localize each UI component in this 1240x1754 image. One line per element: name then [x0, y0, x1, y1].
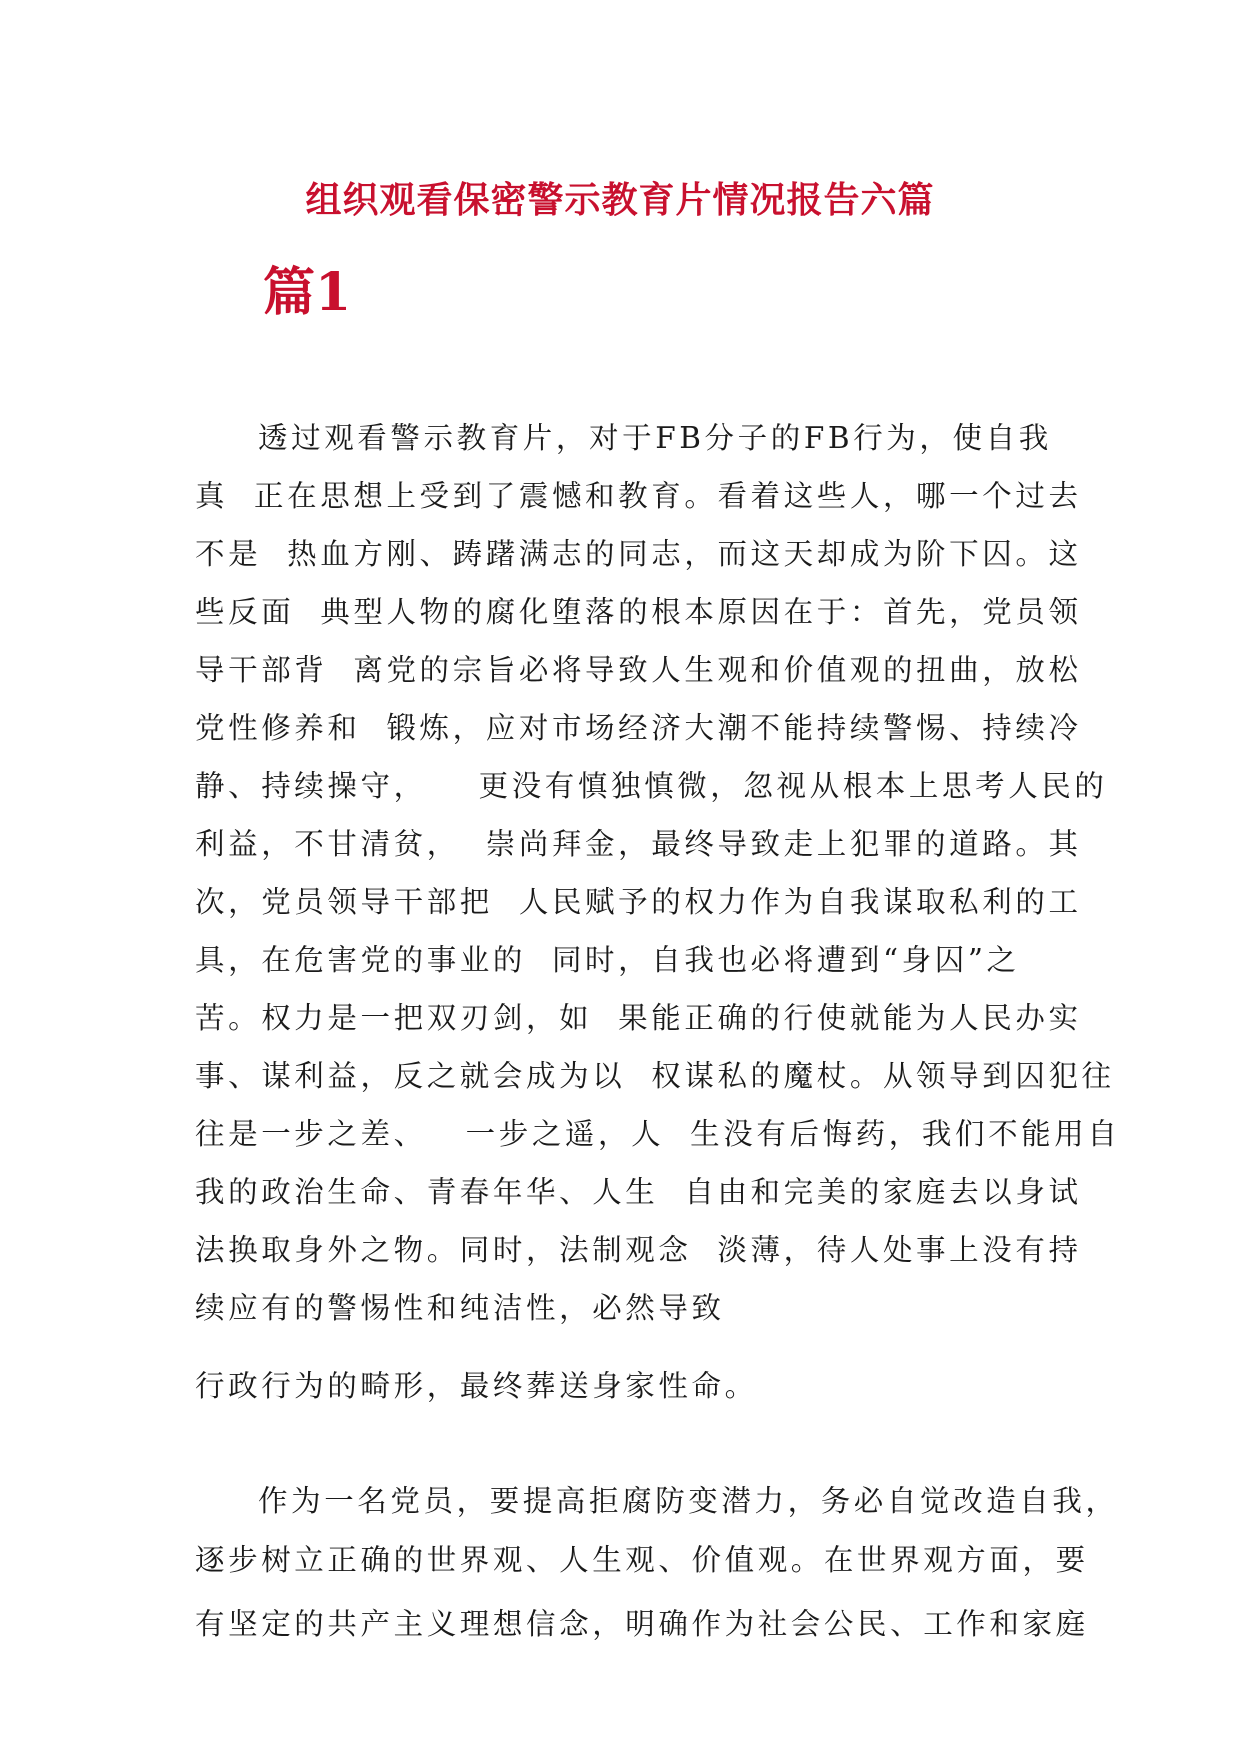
text-line: 次，党员领导干部把 人民赋予的权力作为自我谋取私利的工	[195, 885, 1082, 919]
section-heading: 篇1	[263, 262, 352, 323]
text-line: 利益，不甘清贫， 崇尚拜金，最终导致走上犯罪的道路。其	[195, 827, 1082, 861]
text-line: 往是一步之差、 一步之遥，人 生没有后悔药，我们不能用自	[195, 1117, 1121, 1151]
text-line: 真 正在思想上受到了震憾和教育。看着这些人，哪一个过去	[195, 479, 1082, 513]
text-line: 事、谋利益，反之就会成为以 权谋私的魔杖。从领导到囚犯往	[195, 1059, 1115, 1093]
text-line: 苦。权力是一把双刃剑，如 果能正确的行使就能为人民办实	[195, 1001, 1082, 1035]
text-line: 逐步树立正确的世界观、人生观、价值观。在世界观方面，要	[195, 1543, 1089, 1577]
text-line: 作为一名党员，要提高拒腐防变潜力，务必自觉改造自我，	[258, 1484, 1119, 1518]
text-line: 些反面 典型人物的腐化堕落的根本原因在于：首先，党员领	[195, 595, 1082, 629]
text-line: 党性修养和 锻炼，应对市场经济大潮不能持续警惕、持续冷	[195, 711, 1082, 745]
text-line: 我的政治生命、青春年华、人生 自由和完美的家庭去以身试	[195, 1175, 1082, 1209]
text-line: 导干部背 离党的宗旨必将导致人生观和价值观的扭曲，放松	[195, 653, 1082, 687]
text-line: 行政行为的畸形，最终葬送身家性命。	[195, 1369, 758, 1403]
document-title: 组织观看保密警示教育片情况报告六篇	[305, 179, 935, 221]
text-line: 具，在危害党的事业的 同时，自我也必将遭到“身囚”之	[195, 943, 1020, 977]
text-line: 法换取身外之物。同时，法制观念 淡薄，待人处事上没有持	[195, 1233, 1082, 1267]
text-line: 有坚定的共产主义理想信念，明确作为社会公民、工作和家庭	[195, 1607, 1089, 1641]
text-line: 透过观看警示教育片，对于FB分子的FB行为，使自我	[258, 421, 1052, 455]
text-line: 续应有的警惕性和纯洁性，必然导致	[195, 1291, 725, 1325]
text-line: 静、持续操守， 更没有慎独慎微，忽视从根本上思考人民的	[195, 769, 1108, 803]
text-line: 不是 热血方刚、踌躇满志的同志，而这天却成为阶下囚。这	[195, 537, 1082, 571]
